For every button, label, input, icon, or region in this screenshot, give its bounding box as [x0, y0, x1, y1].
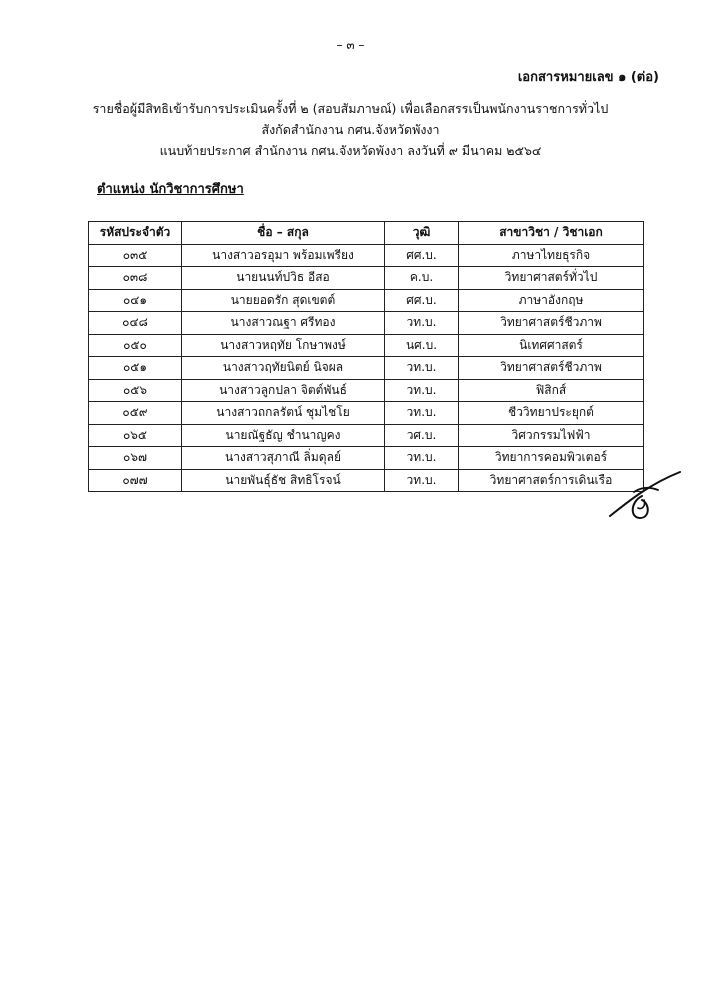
table-row [89, 402, 644, 425]
cell-major: ภาษาไทยธุรกิจ [459, 244, 644, 267]
cell-degree: วท.บ. [385, 469, 459, 492]
cell-id: ๐๓๕ [89, 244, 182, 267]
table-row [89, 312, 644, 335]
candidate-table [88, 221, 644, 492]
header-id: รหัสประจำตัว [89, 222, 182, 245]
cell-major: วิทยาศาสตร์ชีวภาพ [459, 312, 644, 335]
table-row [89, 267, 644, 290]
table-row [89, 424, 644, 447]
header-major: สาขาวิชา / วิชาเอก [459, 222, 644, 245]
table-row [89, 447, 644, 470]
document-header [0, 98, 701, 161]
cell-major: วิทยาศาสตร์ทั่วไป [459, 267, 644, 290]
cell-id: ๐๔๑ [89, 289, 182, 312]
header-line-2: สังกัดสำนักงาน กศน.จังหวัดพังงา [261, 122, 440, 137]
cell-major: ชีววิทยาประยุกต์ [459, 402, 644, 425]
cell-id: ๐๖๗ [89, 447, 182, 470]
cell-id: ๐๔๘ [89, 312, 182, 335]
table-row [89, 289, 644, 312]
cell-major: วิศวกรรมไฟฟ้า [459, 424, 644, 447]
cell-major: ฟิสิกส์ [459, 379, 644, 402]
cell-degree: วท.บ. [385, 402, 459, 425]
table-header-row [89, 222, 644, 245]
cell-id: ๐๕๐ [89, 334, 182, 357]
cell-name: นายนนท์ปวิธ อีสอ [182, 267, 385, 290]
cell-id: ๐๕๙ [89, 402, 182, 425]
cell-degree: วท.บ. [385, 447, 459, 470]
table-row [89, 244, 644, 267]
cell-degree: วศ.บ. [385, 424, 459, 447]
cell-degree: วท.บ. [385, 312, 459, 335]
cell-degree: วท.บ. [385, 379, 459, 402]
table-row [89, 357, 644, 380]
position-title: ตำแหน่ง นักวิชาการศึกษา [97, 182, 244, 197]
cell-major: วิทยาการคอมพิวเตอร์ [459, 447, 644, 470]
cell-id: ๐๕๑ [89, 357, 182, 380]
cell-name: นางสาวสุภาณี ลิ่มดุลย์ [182, 447, 385, 470]
cell-name: นายณัฐธัญ ชำนาญคง [182, 424, 385, 447]
cell-major: ภาษาอังกฤษ [459, 289, 644, 312]
header-line-1: รายชื่อผู้มีสิทธิเข้ารับการประเมินครั้งที่ ๒ (สอบสัมภาษณ์) เพื่อเลือกสรรเป็นพนักงานราชการทั่วไป [92, 101, 609, 116]
cell-name: นางสาวลูกปลา จิตต์พันธ์ [182, 379, 385, 402]
cell-degree: นศ.บ. [385, 334, 459, 357]
header-degree: วุฒิ [385, 222, 459, 245]
page-number: – ๓ – [336, 38, 365, 52]
cell-id: ๐๓๘ [89, 267, 182, 290]
table-row [89, 469, 644, 492]
cell-id: ๐๖๕ [89, 424, 182, 447]
cell-major: นิเทศศาสตร์ [459, 334, 644, 357]
header-line-3: แนบท้ายประกาศ สำนักงาน กศน.จังหวัดพังงา ลงวันที่ ๙ มีนาคม ๒๕๖๔ [159, 143, 542, 158]
document-reference: เอกสารหมายเลข ๑ (ต่อ) [517, 70, 659, 85]
cell-major: วิทยาศาสตร์การเดินเรือ [459, 469, 644, 492]
cell-name: นายพันธุ์ธัช สิทธิโรจน์ [182, 469, 385, 492]
cell-name: นางสาวหฤทัย โกษาพงษ์ [182, 334, 385, 357]
table-row [89, 334, 644, 357]
handwritten-signature-icon [604, 470, 684, 522]
cell-id: ๐๗๗ [89, 469, 182, 492]
cell-degree: ค.บ. [385, 267, 459, 290]
cell-id: ๐๕๖ [89, 379, 182, 402]
cell-degree: ศศ.บ. [385, 244, 459, 267]
cell-degree: วท.บ. [385, 357, 459, 380]
cell-name: นายยอดรัก สุดเขตต์ [182, 289, 385, 312]
cell-name: นางสาวณฐา ศรีทอง [182, 312, 385, 335]
cell-name: นางสาวถกลรัตน์ ชุมไชโย [182, 402, 385, 425]
cell-name: นางสาวอรอุมา พร้อมเพรียง [182, 244, 385, 267]
cell-name: นางสาวฤทัยนิตย์ นิจผล [182, 357, 385, 380]
cell-major: วิทยาศาสตร์ชีวภาพ [459, 357, 644, 380]
header-name: ชื่อ – สกุล [182, 222, 385, 245]
table-row [89, 379, 644, 402]
cell-degree: ศศ.บ. [385, 289, 459, 312]
